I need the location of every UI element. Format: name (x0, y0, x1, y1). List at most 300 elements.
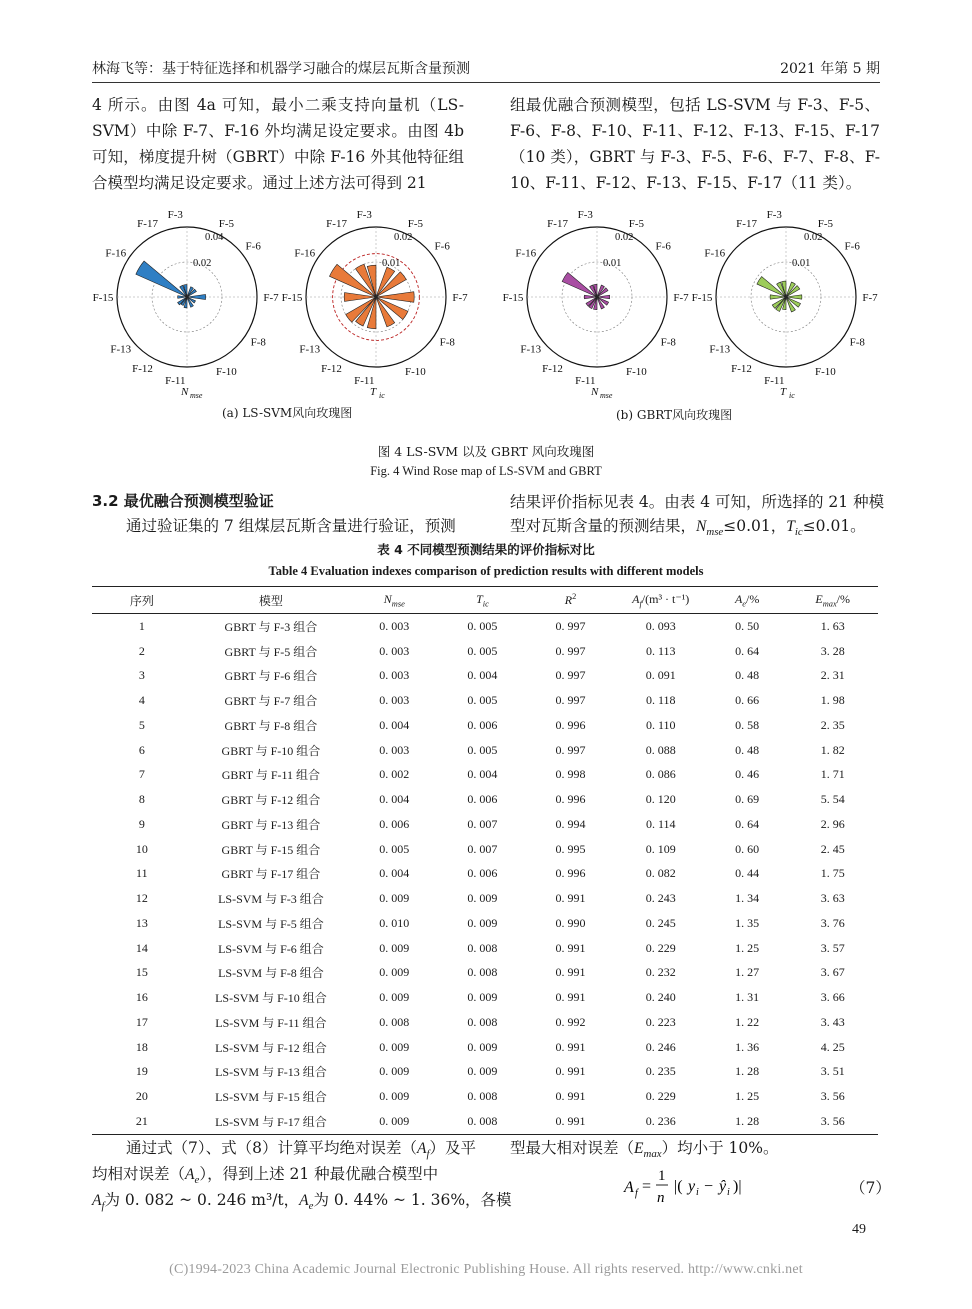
table-cell: 0. 114 (645, 816, 676, 831)
table-cell: 0. 003 (379, 742, 410, 757)
table-cell: 0. 996 (555, 717, 586, 732)
table-cell: 0. 60 (735, 841, 760, 856)
th-tic: $T_{ic}$ (438, 587, 526, 614)
table-cell: 0. 007 (467, 841, 498, 856)
table-cell: GBRT 与 F-15 组合 (221, 842, 321, 857)
table-cell: 0. 009 (467, 990, 498, 1005)
table-cell: 0. 992 (555, 1014, 586, 1029)
table-cell: 0. 991 (555, 965, 586, 980)
table-cell: 0. 229 (645, 940, 676, 955)
equation-number: （7） (850, 1179, 891, 1197)
table-cell: 13 (135, 915, 148, 930)
table-cell: 0. 996 (555, 866, 586, 881)
table-cell: 0. 006 (379, 816, 410, 831)
section-right-line2-post: ≤0.01， (723, 517, 787, 535)
table-cell: 0. 002 (379, 767, 410, 782)
table-cell: 3. 57 (820, 940, 845, 955)
header-rule (92, 82, 880, 83)
table-cell: 2. 96 (820, 816, 845, 831)
table-row (92, 911, 878, 936)
table-cell: GBRT 与 F-13 组合 (221, 817, 321, 832)
direction-label: F-8 (439, 336, 455, 349)
table-cell: 0. 005 (467, 742, 498, 757)
rose-petal-F-16 (562, 272, 597, 297)
table-cell: 0. 009 (467, 915, 498, 930)
direction-label: F-15 (92, 292, 114, 304)
table-row (92, 1109, 878, 1134)
table-row (92, 837, 878, 862)
direction-label: F-15 (502, 292, 524, 304)
paragraph-left-top: 4 所示。由图 4a 可知，最小二乘支持向量机（LS-SVM）中除 F-7、F-16 外均满足设定要求。由图 4b 可知，梯度提升树（GBRT）中除 F-16 外其他特征组合模型均满足设定要求。通过上述方法可得到 21 (92, 96, 464, 192)
table-cell: 8 (138, 792, 145, 807)
direction-label: F-6 (245, 240, 261, 253)
table-cell: 1. 34 (735, 891, 760, 906)
table-cell: LS-SVM 与 F-15 组合 (215, 1090, 327, 1105)
table-cell: 0. 003 (379, 643, 410, 658)
table-row (92, 1084, 878, 1109)
running-header-left: 林海飞等：基于特征选择和机器学习融合的煤层瓦斯含量预测 (92, 61, 470, 77)
direction-label: F-8 (660, 336, 676, 349)
table-cell: 0. 006 (467, 866, 498, 881)
table-cell: 0. 009 (379, 891, 410, 906)
bottom-right-line1: 型最大相对误差$(E_{max})$均小于 10%。 (510, 1139, 779, 1161)
table-cell: 1. 25 (735, 940, 760, 955)
table-cell: 0. 005 (467, 693, 498, 708)
ring-label-outer: 0.02 (804, 232, 823, 243)
table-cell: 1. 71 (820, 767, 845, 782)
direction-label: F-16 (704, 247, 726, 260)
table-row (92, 1060, 878, 1085)
th-model: 模型 (192, 587, 351, 614)
direction-label: F-10 (405, 366, 426, 379)
metric-label-sub: ic (379, 391, 385, 400)
table-cell: 0. 008 (467, 965, 498, 980)
table-cell: 0. 113 (645, 643, 676, 658)
table-cell: 0. 008 (379, 1014, 410, 1029)
table-cell: LS-SVM 与 F-6 组合 (218, 941, 324, 956)
table-cell: 0. 093 (645, 618, 676, 633)
table-cell: 0. 007 (467, 816, 498, 831)
table-cell: 0. 004 (467, 767, 498, 782)
table-cell: 2 (138, 643, 145, 658)
table-cell: 18 (135, 1039, 148, 1054)
table-cell: 1. 28 (735, 1064, 760, 1079)
table-cell: 0. 004 (379, 866, 410, 881)
table-cell: 0. 005 (467, 643, 498, 658)
table-cell: 2. 45 (820, 841, 845, 856)
table-row (92, 738, 878, 763)
table-row (92, 787, 878, 812)
table-row (92, 664, 878, 689)
panel-a-label: (a) LS-SVM风向玫瑰图 (222, 406, 353, 420)
svg-text:y: y (688, 1178, 696, 1195)
table-cell: LS-SVM 与 F-13 组合 (215, 1065, 327, 1080)
table-cell: 0. 120 (645, 792, 676, 807)
table-cell: LS-SVM 与 F-3 组合 (218, 892, 324, 907)
direction-label: F-5 (218, 217, 235, 230)
svg-text:−: − (704, 1178, 714, 1195)
table-cell: 0. 991 (526, 1109, 614, 1134)
table-cell: 0. 991 (555, 1039, 586, 1054)
direction-label: F-13 (520, 343, 542, 356)
table-row (92, 1035, 878, 1060)
table-cell: 1. 63 (820, 618, 845, 633)
table-cell: GBRT 与 F-12 组合 (221, 793, 321, 808)
table-row (92, 639, 878, 664)
metric-label: N (181, 386, 189, 398)
table-cell: 20 (135, 1089, 148, 1104)
table-cell: 0. 69 (735, 792, 760, 807)
svg-text:1: 1 (658, 1168, 666, 1184)
section-right-line1: 结果评价指标见表 4。由表 4 可知，所选择的 21 种模 (510, 493, 885, 511)
table-cell: 1. 31 (735, 990, 760, 1005)
table-cell: 0. 997 (555, 618, 586, 633)
table-cell: 0. 235 (645, 1064, 676, 1079)
table-cell: 0. 48 (735, 668, 760, 683)
table-cell: LS-SVM 与 F-12 组合 (215, 1040, 327, 1055)
direction-label: F-6 (655, 240, 671, 253)
table-cell: 11 (136, 866, 148, 881)
table-cell: 1. 36 (735, 1039, 760, 1054)
direction-label: F-12 (132, 363, 153, 376)
table-row (92, 614, 878, 639)
table-header-row (92, 587, 878, 614)
table-cell: 0. 008 (467, 1014, 498, 1029)
table-cell: 0. 223 (645, 1014, 676, 1029)
direction-label: F-17 (547, 217, 568, 230)
table-cell: 3. 67 (820, 965, 845, 980)
section-title: 3.2 最优融合预测模型验证 (92, 492, 274, 510)
direction-label: F-13 (709, 343, 731, 356)
table-cell: GBRT 与 F-8 组合 (224, 718, 318, 733)
direction-label: F-17 (137, 217, 158, 230)
panel-b-label: (b) GBRT风向玫瑰图 (616, 408, 733, 422)
table-cell: 0. 229 (645, 1089, 676, 1104)
table-cell: 1 (138, 618, 145, 633)
th-nmse: $N_{mse}$ (350, 587, 438, 614)
direction-label: F-16 (294, 247, 316, 260)
table-cell: 1. 22 (735, 1014, 760, 1029)
direction-label: F-16 (515, 247, 537, 260)
equation-7 (620, 1160, 780, 1210)
metric-label-sub: mse (190, 391, 203, 400)
table-cell: GBRT 与 F-7 组合 (224, 694, 318, 709)
ring-label-inner: 0.01 (382, 258, 401, 269)
table-cell: 3. 56 (787, 1109, 878, 1134)
ring-label-outer: 0.04 (205, 232, 224, 243)
table-cell: LS-SVM 与 F-11 组合 (215, 1015, 327, 1030)
table-cell: GBRT 与 F-11 组合 (221, 768, 321, 783)
table-cell: 0. 44 (735, 866, 760, 881)
table-cell: 0. 246 (645, 1039, 676, 1054)
table-cell: 0. 009 (379, 940, 410, 955)
table-cell: 0. 46 (735, 767, 760, 782)
svg-text:|(: |( (674, 1178, 683, 1195)
table-row (92, 812, 878, 837)
table-cell: 0. 50 (735, 618, 760, 633)
table-cell: LS-SVM 与 F-5 组合 (218, 916, 324, 931)
table-cell: GBRT 与 F-17 组合 (221, 867, 321, 882)
table-row (92, 985, 878, 1010)
ring-label-inner: 0.01 (792, 258, 811, 269)
table-cell: 7 (138, 767, 145, 782)
direction-label: F-17 (736, 217, 757, 230)
direction-label: F-11 (165, 375, 186, 388)
metric-label: N (591, 386, 599, 398)
table-cell: 5 (138, 717, 145, 732)
direction-label: F-7 (862, 292, 878, 304)
table-cell: 0. 006 (467, 792, 498, 807)
body-text-right-top (510, 92, 880, 196)
table-cell: 0. 64 (735, 816, 760, 831)
section-right-line2 (510, 514, 866, 538)
table-cell: 1. 27 (735, 965, 760, 980)
table-cell: 0. 082 (645, 866, 676, 881)
table-cell: 0. 009 (379, 1064, 410, 1079)
direction-label: F-6 (844, 240, 860, 253)
direction-label: F-3 (167, 208, 183, 221)
wind-rose-3 (503, 209, 690, 400)
table-cell: 0. 118 (645, 693, 676, 708)
svg-text:ŷ: ŷ (719, 1178, 727, 1195)
table-cell: 16 (135, 990, 148, 1005)
bottom-left-line1: 通过式（7）、式（8）计算平均绝对误差$(A_f)$及平 (126, 1139, 476, 1161)
table-cell: 0. 997 (555, 693, 586, 708)
table-cell: 17 (135, 1014, 148, 1029)
table-cell: 0. 996 (555, 792, 586, 807)
direction-label: F-3 (577, 208, 593, 221)
table-cell: GBRT 与 F-5 组合 (224, 644, 318, 659)
table-cell: 0. 236 (615, 1109, 707, 1134)
th-emax: $E_{max}/\%$ (787, 587, 878, 614)
wind-rose-2 (282, 209, 469, 400)
metric-label-sub: mse (600, 391, 613, 400)
table-cell: 12 (135, 891, 148, 906)
metric-label-sub: ic (789, 391, 795, 400)
table-cell: 0. 110 (645, 717, 676, 732)
wind-rose-1 (93, 209, 280, 400)
direction-label: F-8 (849, 336, 865, 349)
bottom-left-line2: 均相对误差$(A_e)$，得到上述 21 种最优融合模型中 (92, 1165, 439, 1187)
table-row (92, 763, 878, 788)
table-cell: 0. 091 (645, 668, 676, 683)
table-cell: 0. 991 (555, 1089, 586, 1104)
table-cell: 3. 43 (820, 1014, 845, 1029)
direction-label: F-15 (691, 292, 713, 304)
table-cell: 0. 008 (438, 1109, 526, 1134)
figure-caption-en: Fig. 4 Wind Rose map of LS-SVM and GBRT (370, 464, 602, 478)
table-cell: 0. 991 (555, 990, 586, 1005)
direction-label: F-7 (263, 292, 279, 304)
figure-caption-cn: 图 4 LS-SVM 以及 GBRT 风向玫瑰图 (377, 444, 595, 459)
direction-label: F-5 (407, 217, 424, 230)
running-header-right: 2021 年第 5 期 (780, 61, 880, 77)
svg-text:f: f (635, 1188, 638, 1199)
svg-text:n: n (657, 1190, 665, 1206)
direction-label: F-11 (575, 375, 596, 388)
table-cell: 0. 64 (735, 643, 760, 658)
direction-label: F-12 (321, 363, 342, 376)
direction-label: F-13 (110, 343, 132, 356)
table-cell: 0. 998 (555, 767, 586, 782)
section-right-line2-end: ≤0.01。 (802, 517, 866, 535)
svg-text:)|: )| (733, 1178, 742, 1195)
table-body (92, 614, 878, 1135)
table-cell: 3. 76 (820, 915, 845, 930)
table-cell: 1. 75 (820, 866, 845, 881)
direction-label: F-17 (326, 217, 347, 230)
table-cell: 5. 54 (820, 792, 845, 807)
table-cell: LS-SVM 与 F-17 组合 (192, 1109, 351, 1134)
wind-rose-4 (692, 209, 879, 400)
ring-label-inner: 0.01 (603, 258, 622, 269)
table-title-cn: 表 4 不同模型预测结果的评价指标对比 (377, 542, 595, 557)
direction-label: F-7 (673, 292, 689, 304)
table-cell: GBRT 与 F-3 组合 (224, 619, 318, 634)
th-ae: $A_e/\%$ (707, 587, 788, 614)
table-cell: 0. 990 (555, 915, 586, 930)
section-left-line: 通过验证集的 7 组煤层瓦斯含量进行验证，预测 (126, 517, 456, 535)
table-cell: 4. 25 (820, 1039, 845, 1054)
section-right-line2-pre: 型对瓦斯含量的预测结果， (510, 517, 697, 535)
copyright-footer: (C)1994-2023 China Academic Journal Electronic Publishing House. All rights reserved. http://www.cnki.net (169, 1262, 803, 1277)
table-cell: 0. 003 (379, 693, 410, 708)
table-cell: 0. 004 (379, 792, 410, 807)
paragraph-right-top: 组最优融合预测模型，包括 LS-SVM 与 F-3、F-5、F-6、F-8、F-10、F-11、F-12、F-13、F-15、F-17（10 类），GBRT 与 F-3、F-5、F-6、F-7、F-8、F-10、F-11、F-12、F-13、F-15、F-17（11 类）。 (510, 96, 880, 192)
table-cell: 0. 005 (379, 841, 410, 856)
table-cell: 0. 004 (379, 717, 410, 732)
direction-label: F-16 (105, 247, 127, 260)
metric-label: T (370, 386, 377, 398)
ring-label-outer: 0.02 (394, 232, 413, 243)
table-cell: 0. 005 (467, 618, 498, 633)
table-cell: 10 (135, 841, 148, 856)
table-cell: 1. 82 (820, 742, 845, 757)
table-cell: 4 (138, 693, 145, 708)
direction-label: F-13 (299, 343, 321, 356)
table-cell: 0. 991 (555, 940, 586, 955)
direction-label: F-10 (815, 366, 836, 379)
table-row (92, 886, 878, 911)
table-cell: 14 (135, 940, 148, 955)
table-cell: 2. 35 (820, 717, 845, 732)
th-af: $A_f/(m^3 \cdot t^{-1})$ (615, 587, 707, 614)
table-cell: 0. 009 (467, 1064, 498, 1079)
table-cell: 3. 51 (820, 1064, 845, 1079)
direction-label: F-6 (434, 240, 450, 253)
direction-label: F-3 (766, 208, 782, 221)
table-cell: LS-SVM 与 F-10 组合 (215, 991, 327, 1006)
table-cell: 9 (138, 816, 145, 831)
direction-label: F-7 (452, 292, 468, 304)
table-4 (92, 586, 878, 1135)
table-cell: 0. 086 (645, 767, 676, 782)
ring-label-outer: 0.02 (615, 232, 634, 243)
direction-label: F-12 (731, 363, 752, 376)
table-row (92, 688, 878, 713)
table-cell: 19 (135, 1064, 148, 1079)
table-cell: 21 (92, 1109, 192, 1134)
direction-label: F-15 (281, 292, 303, 304)
table-row (92, 961, 878, 986)
table-cell: 0. 991 (555, 891, 586, 906)
direction-label: F-5 (628, 217, 645, 230)
direction-label: F-11 (764, 375, 785, 388)
table-cell: 0. 009 (379, 1089, 410, 1104)
table-cell: 0. 997 (555, 742, 586, 757)
table-cell: 3 (138, 668, 145, 683)
table-row (92, 1010, 878, 1035)
table-cell: 0. 66 (735, 693, 760, 708)
table-title-en: Table 4 Evaluation indexes comparison of prediction results with different models (268, 564, 704, 578)
figure-4-wind-rose (80, 200, 900, 430)
table-row (92, 936, 878, 961)
direction-label: F-12 (542, 363, 563, 376)
table-cell: 0. 995 (555, 841, 586, 856)
body-text-left-top (92, 92, 464, 196)
table-cell: 3. 63 (820, 891, 845, 906)
table-cell: 0. 009 (379, 965, 410, 980)
table-cell: 0. 009 (379, 1039, 410, 1054)
table-cell: 1. 98 (820, 693, 845, 708)
svg-text:=: = (642, 1178, 652, 1195)
table-cell: 0. 109 (645, 841, 676, 856)
table-cell: 0. 008 (467, 1089, 498, 1104)
table-cell: 0. 003 (379, 618, 410, 633)
page-number: 49 (852, 1222, 866, 1237)
table-cell: 0. 240 (645, 990, 676, 1005)
table-cell: 0. 009 (467, 891, 498, 906)
bottom-left-line3: $A_f$为 0. 082 ~ 0. 246 m³/t，$A_e$为 0. 44% ~ 1. 36%，各模 (92, 1191, 512, 1213)
table-cell: GBRT 与 F-6 组合 (224, 669, 318, 684)
tic-symbol: $T_{ic}$ (786, 518, 803, 539)
direction-label: F-11 (354, 375, 375, 388)
metric-label: T (780, 386, 787, 398)
table-cell: 15 (135, 965, 148, 980)
svg-text:i: i (727, 1187, 730, 1198)
table-cell: 0. 245 (645, 915, 676, 930)
table-cell: 2. 31 (820, 668, 845, 683)
direction-label: F-8 (250, 336, 266, 349)
table-cell: 0. 994 (555, 816, 586, 831)
table-cell: 6 (138, 742, 145, 757)
table-cell: 0. 009 (379, 990, 410, 1005)
table-cell: 0. 003 (379, 668, 410, 683)
table-cell: 0. 008 (467, 940, 498, 955)
table-cell: 3. 28 (820, 643, 845, 658)
table-cell: 1. 35 (735, 915, 760, 930)
table-cell: 0. 010 (379, 915, 410, 930)
table-cell: 0. 009 (350, 1109, 438, 1134)
th-index: 序列 (92, 587, 192, 614)
table-row (92, 713, 878, 738)
direction-label: F-3 (356, 208, 372, 221)
svg-text:i: i (696, 1187, 699, 1198)
table-cell: 3. 66 (820, 990, 845, 1005)
table-cell: 0. 009 (467, 1039, 498, 1054)
svg-text:A: A (624, 1179, 634, 1196)
direction-label: F-5 (817, 217, 834, 230)
table-cell: 0. 232 (645, 965, 676, 980)
rose-petal-F-16 (136, 261, 187, 297)
direction-label: F-10 (216, 366, 237, 379)
ring-label-inner: 0.02 (193, 258, 212, 269)
table-cell: 0. 004 (467, 668, 498, 683)
nmse-symbol: $N_{mse}$ (696, 518, 724, 539)
table-cell: 0. 48 (735, 742, 760, 757)
direction-label: F-10 (626, 366, 647, 379)
th-r2: $R^2$ (526, 587, 614, 614)
